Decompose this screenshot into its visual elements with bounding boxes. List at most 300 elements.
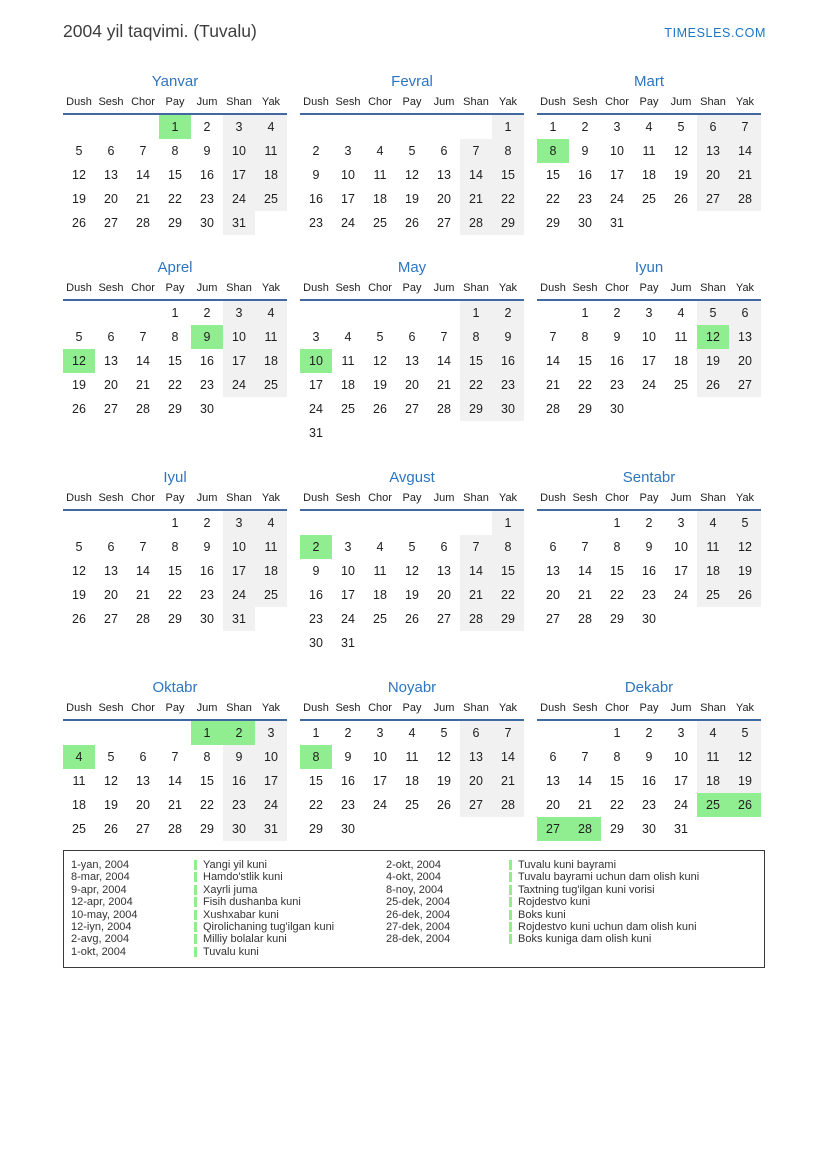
day-cell: 31 [674, 822, 688, 836]
empty-cell [63, 511, 95, 535]
day-cell: 17 [642, 354, 656, 368]
month-fevral [300, 71, 524, 235]
day-cell: 4 [376, 144, 384, 158]
day-cell: 29 [309, 822, 323, 836]
weekday-label: Yak [735, 702, 755, 714]
weekday-header-row [537, 94, 761, 115]
day-cell: 17 [341, 192, 355, 206]
day-cell: 16 [309, 192, 323, 206]
day-cell: 20 [546, 798, 560, 812]
weekday-label: Chor [605, 702, 629, 714]
day-cell: 2 [300, 535, 332, 559]
legend-date: 12-iyn, 2004 [71, 921, 132, 934]
day-cell: 11 [373, 564, 387, 578]
holiday-marker-bar [509, 860, 512, 870]
day-cell: 6 [408, 330, 416, 344]
weekday-label: Dush [303, 492, 329, 504]
weekday-label: Sesh [335, 492, 361, 504]
week-row [537, 301, 761, 325]
month-iyun [537, 257, 761, 421]
day-cell: 13 [546, 774, 560, 788]
empty-cell [332, 301, 364, 325]
day-cell: 25 [405, 798, 419, 812]
weekday-label: Sesh [335, 702, 361, 714]
week-row [300, 583, 524, 607]
day-cell: 1 [492, 115, 524, 139]
weekday-header-row [300, 280, 524, 301]
week-row [537, 349, 761, 373]
day-cell: 18 [72, 798, 86, 812]
weekday-label: Sesh [98, 702, 124, 714]
month-title: Fevral [391, 73, 433, 90]
day-cell: 29 [168, 216, 182, 230]
weekday-label: Chor [131, 492, 155, 504]
day-cell: 23 [492, 373, 524, 397]
weekday-label: Yak [498, 96, 518, 108]
empty-cell [428, 421, 460, 445]
weekday-label: Pay [402, 702, 422, 714]
day-cell: 13 [546, 564, 560, 578]
month-title: Noyabr [387, 679, 437, 696]
empty-cell [428, 511, 460, 535]
week-row [63, 817, 287, 841]
month-title: Iyun [634, 259, 664, 276]
day-cell: 5 [677, 120, 685, 134]
day-cell: 3 [223, 511, 255, 535]
weekday-label: Shan [700, 96, 726, 108]
empty-cell [665, 211, 697, 235]
month-title: Mart [634, 73, 664, 90]
day-cell: 23 [578, 192, 592, 206]
day-cell: 18 [255, 349, 287, 373]
day-cell: 2 [223, 721, 255, 745]
week-row [300, 211, 524, 235]
day-cell: 26 [405, 612, 419, 626]
day-cell: 19 [104, 798, 118, 812]
month-title: Iyul [163, 469, 187, 486]
day-cell: 1 [171, 306, 179, 320]
day-cell: 5 [75, 540, 83, 554]
weekday-header-row [300, 94, 524, 115]
day-cell: 27 [460, 793, 492, 817]
day-cell: 21 [578, 798, 592, 812]
day-cell: 26 [72, 216, 86, 230]
weekday-label: Jum [196, 96, 218, 108]
day-cell: 20 [437, 588, 451, 602]
day-cell: 10 [674, 750, 688, 764]
day-cell: 16 [223, 769, 255, 793]
day-cell: 24 [373, 798, 387, 812]
week-row [537, 211, 761, 235]
legend-holiday-name: Tuvalu bayrami uchun dam olish kuni [518, 871, 700, 884]
legend-column-right [386, 859, 758, 958]
empty-cell [697, 397, 729, 421]
day-cell: 14 [136, 168, 150, 182]
weekday-label: Sesh [572, 492, 598, 504]
day-cell: 20 [460, 769, 492, 793]
day-cell: 9 [645, 540, 653, 554]
week-row [537, 745, 761, 769]
day-cell: 12 [104, 774, 118, 788]
day-cell: 14 [578, 564, 592, 578]
weekday-header-row [63, 280, 287, 301]
day-cell: 13 [729, 325, 761, 349]
weekday-label: Sesh [98, 96, 124, 108]
day-cell: 11 [697, 535, 729, 559]
day-cell: 3 [223, 115, 255, 139]
day-cell: 21 [578, 588, 592, 602]
day-cell: 17 [674, 564, 688, 578]
weekday-label: Jum [433, 702, 455, 714]
weekday-label: Dush [540, 492, 566, 504]
weekday-label: Yak [735, 96, 755, 108]
day-cell: 27 [104, 402, 118, 416]
week-row [300, 187, 524, 211]
legend-item [386, 909, 758, 921]
holiday-marker-bar [509, 897, 512, 907]
day-cell: 6 [549, 750, 557, 764]
day-cell: 7 [549, 330, 557, 344]
day-cell: 11 [255, 325, 287, 349]
day-cell: 2 [203, 516, 211, 530]
day-cell: 1 [159, 115, 191, 139]
week-row [63, 115, 287, 139]
day-cell: 11 [255, 139, 287, 163]
day-cell: 18 [255, 559, 287, 583]
weekday-header-row [63, 94, 287, 115]
day-cell: 10 [255, 745, 287, 769]
empty-cell [364, 631, 396, 655]
day-cell: 9 [312, 564, 320, 578]
empty-cell [729, 817, 761, 841]
brand-link[interactable]: TIMESLES.COM [664, 26, 766, 40]
day-cell: 27 [405, 402, 419, 416]
day-cell: 28 [729, 187, 761, 211]
day-cell: 22 [200, 798, 214, 812]
week-row [300, 559, 524, 583]
day-cell: 5 [376, 330, 384, 344]
weekday-label: Yak [261, 96, 281, 108]
day-cell: 31 [223, 211, 255, 235]
holiday-marker-bar [194, 934, 197, 944]
empty-cell [569, 721, 601, 745]
month-aprel [63, 257, 287, 421]
weekday-label: Pay [639, 282, 659, 294]
legend-item [71, 909, 386, 921]
day-cell: 9 [581, 144, 589, 158]
day-cell: 7 [729, 115, 761, 139]
day-cell: 9 [344, 750, 352, 764]
day-cell: 5 [75, 144, 83, 158]
day-cell: 2 [203, 120, 211, 134]
month-title: Dekabr [624, 679, 674, 696]
day-cell: 7 [139, 540, 147, 554]
weekday-label: Dush [66, 702, 92, 714]
day-cell: 14 [136, 564, 150, 578]
weekday-label: Chor [368, 282, 392, 294]
empty-cell [396, 511, 428, 535]
holiday-marker-bar [194, 947, 197, 957]
day-cell: 21 [729, 163, 761, 187]
day-cell: 27 [437, 216, 451, 230]
day-cell: 8 [492, 535, 524, 559]
empty-cell [95, 511, 127, 535]
week-row [63, 139, 287, 163]
empty-cell [633, 211, 665, 235]
day-cell: 28 [578, 612, 592, 626]
weekday-label: Shan [463, 96, 489, 108]
day-cell: 30 [642, 612, 656, 626]
day-cell: 16 [309, 588, 323, 602]
day-cell: 20 [546, 588, 560, 602]
day-cell: 24 [610, 192, 624, 206]
empty-cell [492, 631, 524, 655]
day-cell: 16 [642, 564, 656, 578]
day-cell: 16 [610, 354, 624, 368]
weekday-label: Sesh [98, 282, 124, 294]
day-cell: 2 [645, 726, 653, 740]
weekday-label: Dush [66, 96, 92, 108]
weekday-label: Pay [639, 96, 659, 108]
day-cell: 28 [460, 211, 492, 235]
day-cell: 26 [405, 216, 419, 230]
day-cell: 10 [674, 540, 688, 554]
day-cell: 28 [569, 817, 601, 841]
day-cell: 13 [104, 354, 118, 368]
day-cell: 29 [546, 216, 560, 230]
day-cell: 23 [309, 612, 323, 626]
day-cell: 5 [107, 750, 115, 764]
day-cell: 25 [255, 187, 287, 211]
day-cell: 28 [492, 793, 524, 817]
empty-cell [159, 721, 191, 745]
holiday-legend [63, 850, 765, 968]
week-row [300, 163, 524, 187]
day-cell: 12 [697, 325, 729, 349]
week-row [300, 745, 524, 769]
day-cell: 17 [223, 163, 255, 187]
empty-cell [332, 511, 364, 535]
day-cell: 3 [376, 726, 384, 740]
day-cell: 9 [613, 330, 621, 344]
month-title: Yanvar [151, 73, 199, 90]
day-cell: 25 [373, 612, 387, 626]
week-row [63, 721, 287, 745]
legend-holiday-name: Rojdestvo kuni uchun dam olish kuni [518, 921, 697, 934]
day-cell: 12 [72, 564, 86, 578]
day-cell: 30 [341, 822, 355, 836]
holiday-marker-bar [509, 872, 512, 882]
day-cell: 4 [255, 301, 287, 325]
weekday-label: Shan [463, 282, 489, 294]
legend-date: 1-yan, 2004 [71, 859, 130, 871]
day-cell: 3 [223, 301, 255, 325]
day-cell: 22 [546, 192, 560, 206]
empty-cell [255, 607, 287, 631]
week-row [537, 535, 761, 559]
day-cell: 19 [674, 168, 688, 182]
day-cell: 15 [578, 354, 592, 368]
weekday-label: Dush [303, 96, 329, 108]
day-cell: 17 [610, 168, 624, 182]
weekday-label: Sesh [335, 282, 361, 294]
week-row [537, 817, 761, 841]
weekday-label: Chor [131, 702, 155, 714]
day-cell: 8 [300, 745, 332, 769]
day-cell: 29 [610, 612, 624, 626]
empty-cell [460, 817, 492, 841]
weekday-header-row [63, 490, 287, 511]
legend-date: 27-dek, 2004 [386, 921, 451, 934]
weekday-header-row [537, 700, 761, 721]
day-cell: 29 [168, 402, 182, 416]
day-cell: 26 [72, 402, 86, 416]
day-cell: 14 [136, 354, 150, 368]
week-row [63, 187, 287, 211]
holiday-marker-bar [194, 922, 197, 932]
day-cell: 8 [460, 325, 492, 349]
day-cell: 27 [729, 373, 761, 397]
day-cell: 8 [171, 144, 179, 158]
empty-cell [492, 817, 524, 841]
legend-date: 12-apr, 2004 [71, 896, 133, 909]
week-row [63, 511, 287, 535]
day-cell: 17 [341, 588, 355, 602]
day-cell: 18 [697, 559, 729, 583]
day-cell: 20 [104, 378, 118, 392]
day-cell: 20 [729, 349, 761, 373]
day-cell: 4 [255, 511, 287, 535]
day-cell: 26 [729, 793, 761, 817]
weekday-label: Pay [165, 282, 185, 294]
day-cell: 12 [405, 168, 419, 182]
day-cell: 7 [581, 540, 589, 554]
day-cell: 21 [546, 378, 560, 392]
weekday-label: Shan [226, 282, 252, 294]
day-cell: 3 [677, 516, 685, 530]
empty-cell [364, 301, 396, 325]
day-cell: 30 [309, 636, 323, 650]
day-cell: 11 [72, 774, 86, 788]
empty-cell [537, 301, 569, 325]
day-cell: 8 [171, 540, 179, 554]
day-cell: 25 [255, 373, 287, 397]
day-cell: 21 [460, 187, 492, 211]
day-cell: 5 [440, 726, 448, 740]
calendar-grid [63, 71, 766, 841]
day-cell: 21 [492, 769, 524, 793]
day-cell: 24 [341, 612, 355, 626]
day-cell: 9 [492, 325, 524, 349]
legend-item [386, 896, 758, 908]
day-cell: 12 [729, 535, 761, 559]
weekday-label: Shan [700, 282, 726, 294]
month-mart [537, 71, 761, 235]
weekday-label: Dush [540, 96, 566, 108]
weekday-label: Jum [196, 492, 218, 504]
week-row [300, 607, 524, 631]
empty-cell [255, 397, 287, 421]
day-cell: 25 [341, 402, 355, 416]
week-row [63, 211, 287, 235]
weekday-label: Shan [700, 492, 726, 504]
legend-item [386, 871, 758, 883]
weekday-label: Jum [670, 282, 692, 294]
week-row [63, 301, 287, 325]
weekday-label: Dush [540, 702, 566, 714]
day-cell: 27 [546, 612, 560, 626]
day-cell: 7 [581, 750, 589, 764]
day-cell: 15 [610, 564, 624, 578]
week-row [63, 583, 287, 607]
day-cell: 31 [610, 216, 624, 230]
weekday-label: Pay [165, 492, 185, 504]
empty-cell [697, 817, 729, 841]
weekday-label: Jum [433, 282, 455, 294]
day-cell: 25 [697, 793, 729, 817]
week-row [300, 301, 524, 325]
weekday-label: Dush [66, 492, 92, 504]
empty-cell [428, 631, 460, 655]
day-cell: 27 [437, 612, 451, 626]
holiday-marker-bar [194, 897, 197, 907]
day-cell: 8 [171, 330, 179, 344]
day-cell: 27 [136, 822, 150, 836]
day-cell: 29 [610, 822, 624, 836]
empty-cell [364, 115, 396, 139]
week-row [300, 631, 524, 655]
day-cell: 18 [674, 354, 688, 368]
day-cell: 11 [697, 745, 729, 769]
weekday-label: Dush [303, 282, 329, 294]
day-cell: 7 [139, 330, 147, 344]
day-cell: 30 [578, 216, 592, 230]
legend-item [71, 921, 386, 933]
month-title: Aprel [157, 259, 193, 276]
week-row [300, 325, 524, 349]
weekday-label: Yak [261, 282, 281, 294]
month-sentabr [537, 467, 761, 631]
day-cell: 28 [136, 216, 150, 230]
day-cell: 8 [492, 139, 524, 163]
day-cell: 17 [309, 378, 323, 392]
legend-holiday-name: Xushxabar kuni [203, 908, 279, 921]
day-cell: 21 [136, 192, 150, 206]
legend-date: 26-dek, 2004 [386, 908, 451, 921]
empty-cell [364, 421, 396, 445]
week-row [537, 115, 761, 139]
day-cell: 26 [697, 373, 729, 397]
day-cell: 31 [309, 426, 323, 440]
day-cell: 28 [136, 402, 150, 416]
weekday-label: Dush [303, 702, 329, 714]
weekday-label: Chor [368, 492, 392, 504]
week-row [300, 373, 524, 397]
holiday-marker-bar [509, 934, 512, 944]
week-row [537, 793, 761, 817]
legend-date: 9-apr, 2004 [71, 883, 127, 896]
empty-cell [729, 397, 761, 421]
month-title: Oktabr [152, 679, 198, 696]
day-cell: 13 [437, 168, 451, 182]
day-cell: 22 [168, 588, 182, 602]
weekday-label: Jum [433, 96, 455, 108]
empty-cell [364, 511, 396, 535]
legend-column-left [71, 859, 386, 958]
day-cell: 9 [203, 540, 211, 554]
weekday-label: Sesh [98, 492, 124, 504]
empty-cell [633, 397, 665, 421]
